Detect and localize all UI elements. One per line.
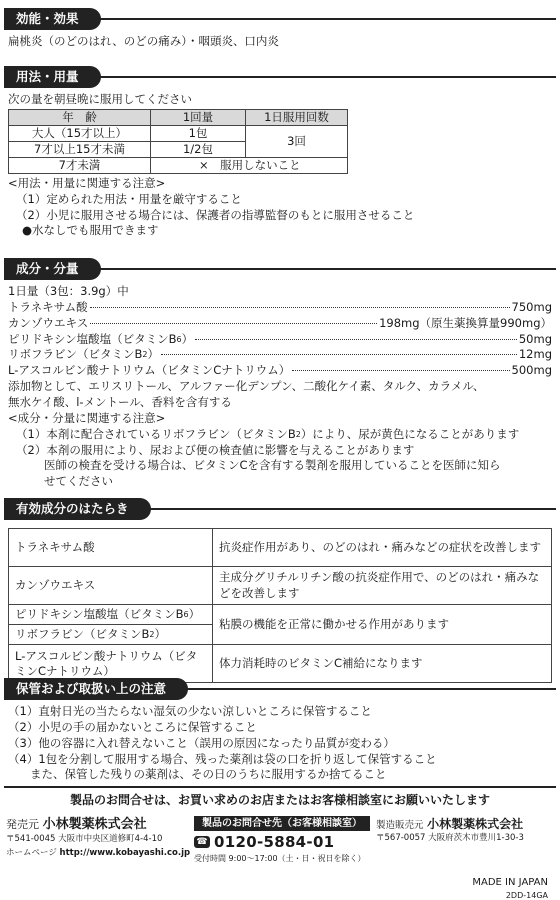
leader-dots — [90, 307, 510, 308]
dosage-note: （1）定められた用法・用量を厳守すること — [16, 191, 242, 206]
footer-rule — [4, 786, 556, 788]
row-dose: 1/2包 — [151, 141, 246, 157]
section-ingredients — [0, 258, 560, 490]
ingredient-note: 医師の検査を受ける場合は、ビタミンCを含有する製剤を服用していることを医師に知ら — [44, 458, 501, 473]
storage-note: （4）1包を分割して服用する場合、残った薬剤は袋の口を折り返して保管すること — [8, 751, 437, 766]
ingredient-amount: 500mg — [511, 363, 552, 378]
ingredient-amount: 12mg — [518, 347, 552, 362]
maker-label: 製造販売元 — [376, 820, 424, 831]
storage-note: （3）他の容器に入れ替えないこと（誤用の原因になったり品質が変わる） — [8, 735, 395, 750]
additives-text: 無水ケイ酸、l-メントール、香料を含有する — [8, 395, 232, 410]
storage-note: また、保管した残りの薬剤は、その日のうちに服用するか捨てること — [30, 767, 387, 782]
section-storage — [0, 678, 560, 783]
leader-dots — [292, 370, 509, 371]
ingredient-note: せてください — [44, 474, 113, 489]
section-title: 有効成分のはたらき — [4, 498, 151, 520]
row-not-allowed: × 服用しないこと — [151, 157, 348, 173]
efficacy-text: 扁桃炎（のどのはれ、のどの痛み）・咽頭炎、口内炎 — [8, 34, 279, 48]
storage-note: （1）直射日光の当たらない湿気の少ない涼しいところに保管すること — [8, 704, 372, 718]
ingredient-name: カンゾウエキス — [8, 315, 89, 330]
function-name: L-アスコルビン酸ナトリウム（ビタミンCナトリウム） — [9, 645, 213, 683]
daily-amount: 1日量（3包：3.9g）中 — [8, 284, 129, 298]
section-title: 効能・効果 — [4, 8, 101, 30]
ingredient-amount: 50mg — [518, 331, 552, 346]
section-dosage — [0, 66, 560, 239]
maker-block — [376, 816, 558, 845]
phone-number: 0120-5884-01 — [214, 833, 335, 851]
function-desc: 抗炎症作用があり、のどのはれ・痛みなどの症状を改善します — [213, 529, 552, 567]
function-desc: 主成分グリチルリチン酸の抗炎症作用で、のどのはれ・痛みなどを改善します — [213, 567, 552, 605]
additives-text: 添加物として、エリスリトール、アルファー化デンプン、二酸化ケイ素、タルク、カラメル、 — [8, 379, 485, 394]
section-efficacy — [0, 8, 560, 50]
row-dose: 1包 — [151, 125, 246, 141]
leader-dots — [195, 339, 517, 340]
inquiry-text: 製品のお問合せは、お買い求めのお店またはお客様相談室にお願いいたします — [69, 793, 490, 807]
seller-block — [6, 816, 192, 859]
contact-hours: 受付時間 9:00～17:00（土・日・祝日を除く） — [194, 853, 366, 863]
ingredient-note: （2）本剤の服用により、尿および便の検査値に影響を与えることがあります — [16, 442, 415, 457]
dosage-table — [8, 109, 348, 174]
footer — [0, 786, 560, 900]
product-code: 2DD-14GA — [505, 891, 548, 900]
ingredient-row — [0, 316, 560, 332]
ingredient-amount: 198mg（原生薬換算量990mg） — [379, 315, 552, 330]
dosage-note: ●水なしでも服用できます — [22, 223, 159, 238]
homepage-label: ホームページ — [6, 847, 57, 858]
dosage-note-head: <用法・用量に関連する注意> — [8, 175, 166, 190]
function-name: リボフラビン（ビタミン$B_2$） — [9, 625, 213, 645]
ingredient-name: トラネキサム酸 — [8, 299, 88, 314]
storage-note: （2）小児の手の届かないところに保管すること — [8, 719, 257, 734]
leader-dots — [161, 354, 517, 355]
ingredient-name: ピリドキシン塩酸塩（ビタミン$B_6$） — [8, 331, 194, 346]
col-header-age: 年 齢 — [9, 109, 151, 125]
section-header — [0, 66, 560, 88]
section-title: 用法・用量 — [4, 66, 101, 88]
col-header-dose: 1回量 — [151, 109, 246, 125]
row-age: 7才未満 — [9, 157, 151, 173]
contact-block — [194, 816, 370, 864]
dosage-intro: 次の量を朝昼晩に服用してください — [8, 92, 192, 106]
homepage-url: http://www.kobayashi.co.jp — [59, 847, 191, 858]
row-times: 3回 — [246, 125, 348, 157]
seller-name: 小林製薬株式会社 — [42, 817, 147, 832]
row-age: 大人（15才以上） — [9, 125, 151, 141]
col-header-times: 1日服用回数 — [246, 109, 348, 125]
section-header — [0, 498, 560, 520]
section-title: 成分・分量 — [4, 258, 101, 280]
function-desc: 粘膜の機能を正常に働かせる作用があります — [213, 605, 552, 645]
section-title: 保管および取扱い上の注意 — [4, 678, 188, 700]
ingredient-row — [0, 363, 560, 379]
section-header — [0, 258, 560, 280]
made-in-japan: MADE IN JAPAN — [472, 877, 548, 888]
section-active-ingredients — [0, 498, 560, 683]
function-name: ピリドキシン塩酸塩（ビタミン$B_6$） — [9, 605, 213, 625]
maker-address: 〒567-0057 大阪府茨木市豊川1-30-3 — [376, 832, 524, 843]
function-desc: 体力消耗時のビタミンC補給になります — [213, 645, 552, 683]
phone-icon: ☎ — [194, 836, 210, 848]
ingredient-row — [0, 347, 560, 363]
function-name: カンゾウエキス — [9, 567, 213, 605]
ingredient-name: リボフラビン（ビタミン$B_2$） — [8, 347, 159, 362]
contact-label: 製品のお問合せ先（お客様相談室） — [194, 816, 370, 831]
maker-name: 小林製薬株式会社 — [427, 817, 524, 831]
section-header — [0, 678, 560, 700]
function-name: トラネキサム酸 — [9, 529, 213, 567]
ingredient-name: L-アスコルビン酸ナトリウム（ビタミンCナトリウム） — [8, 363, 291, 378]
dosage-note: （2）小児に服用させる場合には、保護者の指導監督のもとに服用させること — [16, 207, 415, 222]
ingredient-note-head: <成分・分量に関連する注意> — [8, 410, 166, 425]
seller-label: 発売元 — [6, 818, 39, 831]
row-age: 7才以上15才未満 — [9, 141, 151, 157]
ingredient-amount: 750mg — [511, 299, 552, 314]
ingredient-note: （1）本剤に配合されているリボフラビン（ビタミン$B_2$）により、尿が黄色になることがあります — [16, 426, 520, 441]
ingredient-row — [0, 332, 560, 348]
ingredient-row — [0, 300, 560, 316]
section-header — [0, 8, 560, 30]
leader-dots — [90, 323, 377, 324]
function-table — [8, 528, 552, 683]
seller-address: 〒541-0045 大阪市中央区道修町4-4-10 — [6, 833, 163, 844]
